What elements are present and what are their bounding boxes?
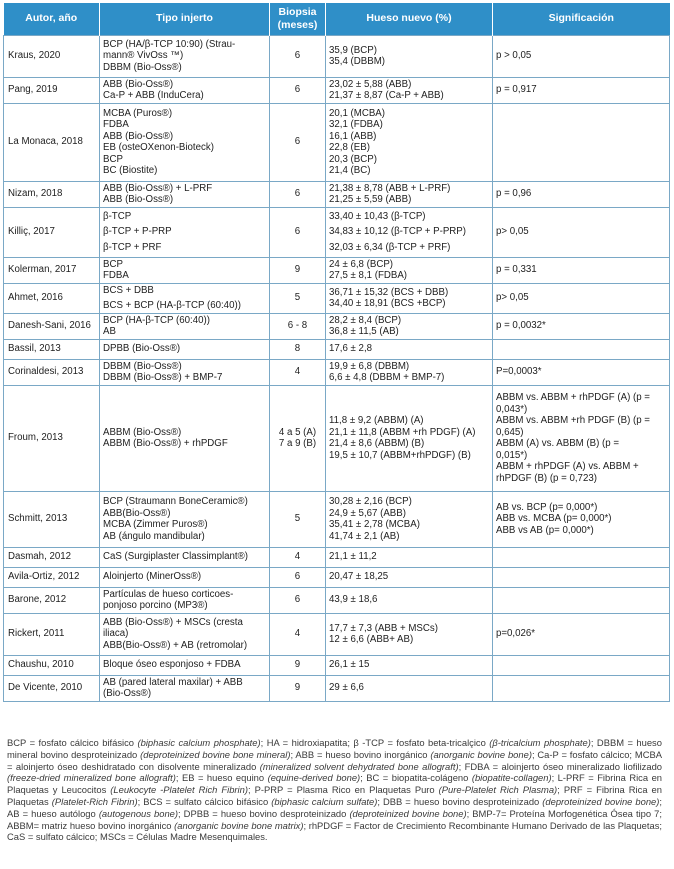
graft-type-cell xyxy=(100,613,270,655)
table-row xyxy=(4,207,670,257)
biopsy-months-cell: 4 a 5 (A) 7 a 9 (B) xyxy=(270,385,326,491)
new-bone-line: 21,37 ± 8,87 (Ca-P + ABB) xyxy=(329,90,444,101)
graft-type-line: β-TCP xyxy=(103,210,132,222)
graft-type-line: BCP (HA/β-TCP 10:90) (Strau- xyxy=(103,38,236,50)
graft-type-line: Partículas de hueso corticoes- xyxy=(103,588,234,600)
significance-cell xyxy=(493,547,670,567)
footnote-text: ; DPBB = hueso bovino desproteinizado xyxy=(178,807,350,819)
footnote-english-term: (Platelet-Rich Fibrin) xyxy=(51,795,138,807)
new-bone-line: 22,8 (EB) xyxy=(329,142,370,153)
footnote-english-term: (Pure-Platelet Rich Plasma) xyxy=(438,784,558,796)
new-bone-line: 11,8 ± 9,2 (ABBM) (A) xyxy=(329,415,424,426)
graft-type-line: AB xyxy=(103,326,116,337)
footnote-text: BCP = fosfato cálcico bifásico xyxy=(7,737,138,748)
graft-type-cell xyxy=(100,385,270,491)
significance-cell xyxy=(493,181,670,207)
significance-line: ABBM (A) vs. ABBM (B) (p = xyxy=(496,438,619,449)
significance-line: ABBM vs. ABBM +rh PDGF (B) (p = xyxy=(496,415,650,426)
significance-line: p=0,026* xyxy=(496,628,536,640)
footnote-text: ; BMP-7= Proteína Morfogenética Ósea tipo 7; ABBM= matriz hueso bovino inorgánico xyxy=(7,807,662,831)
biopsy-months-cell: 6 xyxy=(270,587,326,613)
graft-type-cell xyxy=(100,207,270,257)
footnote-english-term: (anorganic bovine bone) xyxy=(430,748,532,760)
graft-type-line: (Bio-Oss®) xyxy=(103,688,152,699)
significance-cell xyxy=(493,35,670,77)
significance-line: AB vs. BCP (p= 0,000*) xyxy=(496,501,598,513)
footnote-text: ; FDBA = aloinjerto óseo mineralizado liofilizado xyxy=(458,760,662,772)
significance-line: ABB vs AB (p= 0,000*) xyxy=(496,524,594,536)
new-bone-line: 35,41 ± 2,78 (MCBA) xyxy=(329,519,420,530)
graft-type-cell xyxy=(100,339,270,359)
new-bone-cell xyxy=(326,613,493,655)
author-year-cell: Nizam, 2018 xyxy=(4,181,100,207)
footnote-text: ; DBBM = hueso mineral bovino desproteinizado xyxy=(7,737,662,760)
new-bone-cell xyxy=(326,339,493,359)
new-bone-line: 20,47 ± 18,25 xyxy=(329,571,389,583)
new-bone-cell xyxy=(326,103,493,181)
author-year-cell: Danesh-Sani, 2016 xyxy=(4,313,100,339)
new-bone-line: 32,03 ± 6,34 (β-TCP + PRF) xyxy=(329,241,451,253)
significance-cell xyxy=(493,491,670,547)
new-bone-line: 17,6 ± 2,8 xyxy=(329,343,373,355)
graft-type-line: MCBA (Zimmer Puros®) xyxy=(103,519,208,530)
footnote-english-term: (anorganic bovine bone matrix) xyxy=(174,819,304,831)
graft-type-line: Aloinjerto (MinerOss®) xyxy=(103,571,202,583)
table-row xyxy=(4,103,670,181)
graft-type-cell xyxy=(100,567,270,587)
graft-type-line: BCS + BCP (HA-β-TCP (60:40)) xyxy=(103,300,241,311)
table-header xyxy=(4,3,670,35)
significance-cell xyxy=(493,339,670,359)
footnote-english-term: (deproteinized bovine bone mineral) xyxy=(140,748,291,760)
graft-type-line: BCS + DBB xyxy=(103,284,154,296)
significance-line: ABBM + rhPDGF (A) vs. ABBM + xyxy=(496,461,639,472)
significance-cell xyxy=(493,313,670,339)
footnote-english-term: (deproteinized bovine bone) xyxy=(542,795,660,807)
author-year-cell: Corinaldesi, 2013 xyxy=(4,359,100,385)
footnote-text: ; Ca-P = fosfato cálcico; MCBA = aloinjerto óseo deshidratado con disolvente mineralizado xyxy=(7,748,662,772)
new-bone-cell xyxy=(326,313,493,339)
biopsy-months-cell: 5 xyxy=(270,491,326,547)
new-bone-cell xyxy=(326,283,493,313)
graft-type-cell xyxy=(100,655,270,675)
biopsy-months-cell: 6 xyxy=(270,567,326,587)
graft-type-line: BCP (Straumann BoneCeramic®) xyxy=(103,496,248,507)
graft-type-cell xyxy=(100,491,270,547)
significance-cell xyxy=(493,359,670,385)
new-bone-cell xyxy=(326,181,493,207)
new-bone-line: 26,1 ± 15 xyxy=(329,659,370,671)
new-bone-line: 21,4 (BC) xyxy=(329,165,371,176)
footnote-english-term: (biphasic calcium sulfate) xyxy=(271,795,378,807)
new-bone-line: 30,28 ± 2,16 (BCP) xyxy=(329,496,412,507)
new-bone-line: 24 ± 6,8 (BCP) xyxy=(329,258,394,270)
graft-type-line: EB (osteOXenon-Bioteck) xyxy=(103,142,214,153)
biopsy-months-cell: 9 xyxy=(270,257,326,283)
new-bone-cell xyxy=(326,77,493,103)
significance-line: p = 0,96 xyxy=(496,188,532,200)
graft-type-line: mann® VivOss ™) xyxy=(103,50,184,62)
footnote-english-term: (biphasic calcium phosphate) xyxy=(137,737,261,748)
author-year-cell: Kolerman, 2017 xyxy=(4,257,100,283)
graft-type-line: DPBB (Bio-Oss®) xyxy=(103,343,181,355)
author-year-cell: Ahmet, 2016 xyxy=(4,283,100,313)
new-bone-line: 21,1 ± 11,2 xyxy=(329,551,377,563)
author-year-cell: Froum, 2013 xyxy=(4,385,100,491)
author-year-cell: Avila-Ortiz, 2012 xyxy=(4,567,100,587)
graft-type-line: BC (Biostite) xyxy=(103,165,158,176)
footnote-english-term: (biopatite-collagen) xyxy=(471,772,552,784)
author-year-cell: Chaushu, 2010 xyxy=(4,655,100,675)
new-bone-line: 34,40 ± 18,91 (BCS +BCP) xyxy=(329,298,446,309)
biopsy-months-cell: 9 xyxy=(270,675,326,701)
graft-type-line: AB (ángulo mandibular) xyxy=(103,530,205,542)
new-bone-cell xyxy=(326,547,493,567)
graft-type-line: β-TCP + PRF xyxy=(103,241,162,253)
footnote-text: ; ABB = hueso bovino inorgánico xyxy=(290,748,431,760)
header-biopsy-months: Biopsia (meses) xyxy=(270,3,326,35)
table-row xyxy=(4,491,670,547)
footnote-text: ; L-PRF = Fibrina Rica en Plaquetas y Leucocitos xyxy=(7,772,662,796)
footnote-text: ; HA = hidroxiapatita; β -TCP = fosfato beta-tricalçico xyxy=(260,737,490,748)
footnote-text: ; BCS = sulfato cálcico bifásico xyxy=(137,795,272,807)
graft-type-line: ponjoso porcino (MP3®) xyxy=(103,600,208,611)
new-bone-line: 33,40 ± 10,43 (β-TCP) xyxy=(329,210,426,222)
graft-type-line: ABB (Bio-Oss®) xyxy=(103,130,174,142)
new-bone-cell xyxy=(326,491,493,547)
table-row xyxy=(4,675,670,701)
significance-line: 0,645) xyxy=(496,426,524,438)
graft-type-line: β-TCP + P-PRP xyxy=(103,226,172,238)
table-row xyxy=(4,567,670,587)
author-year-cell: Pang, 2019 xyxy=(4,77,100,103)
author-year-cell: Kraus, 2020 xyxy=(4,35,100,77)
table-row xyxy=(4,257,670,283)
graft-type-cell xyxy=(100,35,270,77)
graft-type-cell xyxy=(100,313,270,339)
table-row xyxy=(4,35,670,77)
new-bone-line: 32,1 (FDBA) xyxy=(329,119,383,130)
biopsy-months-cell: 6 xyxy=(270,207,326,257)
new-bone-line: 19,5 ± 10,7 (ABBM+rhPDGF) (B) xyxy=(329,449,471,461)
new-bone-line: 24,9 ± 5,67 (ABB) xyxy=(329,507,406,519)
footnote-text: ; EB = hueso equino xyxy=(175,772,268,784)
author-year-cell: Barone, 2012 xyxy=(4,587,100,613)
header-significance: Significación xyxy=(493,3,670,35)
author-year-cell: La Monaca, 2018 xyxy=(4,103,100,181)
significance-line: p = 0,0032* xyxy=(496,320,546,332)
footnote-english-term: (mineralized solvent dehydrated bone allograft) xyxy=(259,760,459,772)
significance-cell xyxy=(493,655,670,675)
new-bone-line: 29 ± 6,6 xyxy=(329,682,364,694)
new-bone-line: 21,38 ± 8,78 (ABB + L-PRF) xyxy=(329,182,451,194)
graft-type-line: Ca-P + ABB (InduCera) xyxy=(103,90,204,101)
significance-cell xyxy=(493,283,670,313)
new-bone-line: 20,3 (BCP) xyxy=(329,153,377,165)
new-bone-line: 23,02 ± 5,88 (ABB) xyxy=(329,78,412,90)
new-bone-line: 17,7 ± 7,3 (ABB + MSCs) xyxy=(329,622,438,634)
biopsy-months-cell: 4 xyxy=(270,359,326,385)
graft-type-line: FDBA xyxy=(103,119,129,130)
significance-cell xyxy=(493,385,670,491)
footnote-english-term: (freeze-dried mineralized bone allograft) xyxy=(7,772,176,784)
significance-line: p = 0,917 xyxy=(496,84,537,96)
new-bone-line: 12 ± 6,6 (ABB+ AB) xyxy=(329,634,414,645)
biopsy-months-cell: 6 xyxy=(270,77,326,103)
header-author: Autor, año xyxy=(4,3,100,35)
footnote-english-term: (equine-derived bone) xyxy=(267,772,361,784)
graft-type-cell xyxy=(100,547,270,567)
table-row xyxy=(4,587,670,613)
significance-cell xyxy=(493,77,670,103)
footnote-english-term: (autogenous bone) xyxy=(98,807,178,819)
biopsy-months-cell: 4 xyxy=(270,547,326,567)
new-bone-line: 21,25 ± 5,59 (ABB) xyxy=(329,194,412,205)
significance-line: P=0,0003* xyxy=(496,366,542,378)
new-bone-line: 34,83 ± 10,12 (β-TCP + P-PRP) xyxy=(329,226,466,238)
footnote-text: ; DBB = hueso bovino desproteinizado xyxy=(377,795,543,807)
author-year-cell: De Vicente, 2010 xyxy=(4,675,100,701)
biopsy-months-cell: 6 - 8 xyxy=(270,313,326,339)
graft-type-cell xyxy=(100,181,270,207)
footnote-english-term: (Leukocyte -Platelet Rich Fibrin) xyxy=(110,784,248,796)
graft-type-line: BCP (HA-β-TCP (60:40)) xyxy=(103,314,210,326)
significance-line: p> 0,05 xyxy=(496,292,529,304)
graft-type-line: MCBA (Puros®) xyxy=(103,107,173,119)
graft-type-line: ABB (Bio-Oss®) + L-PRF xyxy=(103,182,213,194)
biopsy-months-cell: 4 xyxy=(270,613,326,655)
new-bone-cell xyxy=(326,587,493,613)
author-year-cell: Rickert, 2011 xyxy=(4,613,100,655)
graft-type-line: iliaca) xyxy=(103,628,129,640)
footnote-text: ; AB = hueso autólogo xyxy=(7,795,662,819)
new-bone-cell xyxy=(326,207,493,257)
header-new-bone: Hueso nuevo (%) xyxy=(326,3,493,35)
table-row xyxy=(4,655,670,675)
significance-cell xyxy=(493,613,670,655)
significance-cell xyxy=(493,257,670,283)
significance-line: rhPDGF (B) (p = 0,723) xyxy=(496,472,597,484)
table-row xyxy=(4,613,670,655)
new-bone-line: 35,4 (DBBM) xyxy=(329,56,385,67)
new-bone-line: 28,2 ± 8,4 (BCP) xyxy=(329,314,402,326)
new-bone-line: 16,1 (ABB) xyxy=(329,130,377,142)
significance-line: p > 0,05 xyxy=(496,50,532,62)
new-bone-cell xyxy=(326,567,493,587)
graft-type-line: ABBM (Bio-Oss®) xyxy=(103,426,182,438)
graft-type-line: AB (pared lateral maxilar) + ABB xyxy=(103,676,243,688)
table-row xyxy=(4,181,670,207)
biopsy-months-cell: 8 xyxy=(270,339,326,359)
header-graft-type: Tipo injerto xyxy=(100,3,270,35)
graft-type-line: ABB(Bio-Oss®) xyxy=(103,507,171,519)
significance-line: ABBM vs. ABBM + rhPDGF (A) (p = xyxy=(496,392,650,403)
new-bone-cell xyxy=(326,385,493,491)
significance-line: ABB vs. MCBA (p= 0,000*) xyxy=(496,513,612,525)
table-row xyxy=(4,547,670,567)
new-bone-cell xyxy=(326,257,493,283)
header-row xyxy=(4,3,670,35)
new-bone-line: 19,9 ± 6,8 (DBBM) xyxy=(329,360,410,372)
table-row xyxy=(4,385,670,491)
author-year-cell: Dasmah, 2012 xyxy=(4,547,100,567)
abbreviations-footnote xyxy=(7,737,662,843)
footnote-text: ; rhPDGF = Factor de Crecimiento Recombinante Humano Derivado de las Plaquetas; CaS = sulfato cálcico; MSCs = Células Madre Mesenquimales. xyxy=(7,819,662,843)
graft-type-line: BCP xyxy=(103,258,123,270)
new-bone-line: 21,4 ± 8,6 (ABBM) (B) xyxy=(329,438,425,449)
new-bone-line: 21,1 ± 11,8 (ABBM +rh PDGF) (A) xyxy=(329,426,476,438)
graft-type-cell xyxy=(100,103,270,181)
table-row xyxy=(4,313,670,339)
new-bone-cell xyxy=(326,675,493,701)
graft-type-line: DBBM (Bio-Oss®) xyxy=(103,61,182,73)
new-bone-line: 36,8 ± 11,5 (AB) xyxy=(329,326,399,337)
new-bone-cell xyxy=(326,655,493,675)
table-row xyxy=(4,339,670,359)
biopsy-months-cell: 6 xyxy=(270,103,326,181)
table-row xyxy=(4,283,670,313)
table-row xyxy=(4,359,670,385)
table-row xyxy=(4,77,670,103)
new-bone-line: 43,9 ± 18,6 xyxy=(329,594,378,606)
new-bone-cell xyxy=(326,35,493,77)
graft-comparison-table-container xyxy=(3,3,669,702)
significance-line: p> 0,05 xyxy=(496,226,529,238)
significance-line: 0,043*) xyxy=(496,403,528,415)
graft-comparison-table xyxy=(3,3,670,702)
graft-type-line: BCP xyxy=(103,153,123,165)
biopsy-months-cell: 9 xyxy=(270,655,326,675)
new-bone-line: 6,6 ± 4,8 (DBBM + BMP-7) xyxy=(329,372,445,383)
graft-type-line: ABB (Bio-Oss®) xyxy=(103,78,174,90)
footnote-text: ; PRF = Fibrina Rica en Plaquetas xyxy=(7,784,662,807)
new-bone-line: 20,1 (MCBA) xyxy=(329,107,385,119)
graft-type-cell xyxy=(100,675,270,701)
graft-type-line: Bloque óseo esponjoso + FDBA xyxy=(103,659,241,671)
significance-cell xyxy=(493,567,670,587)
graft-type-line: ABB(Bio-Oss®) + AB (retromolar) xyxy=(103,639,248,651)
graft-type-line: ABB (Bio-Oss®) + MSCs (cresta xyxy=(103,616,243,628)
graft-type-line: DBBM (Bio-Oss®) xyxy=(103,360,182,372)
graft-type-cell xyxy=(100,77,270,103)
footnote-text: ; P-PRP = Plasma Rico en Plaquetas Puro xyxy=(247,784,439,796)
new-bone-cell xyxy=(326,359,493,385)
footnote-english-term: (β-tricalcium phosphate) xyxy=(489,737,591,748)
footnote-text: ; BC = biopatita-colágeno xyxy=(360,772,472,784)
significance-cell xyxy=(493,207,670,257)
biopsy-months-cell: 6 xyxy=(270,35,326,77)
significance-cell xyxy=(493,103,670,181)
significance-line: 0,015*) xyxy=(496,449,528,461)
graft-type-line: CaS (Surgiplaster Classimplant®) xyxy=(103,551,248,563)
new-bone-line: 27,5 ± 8,1 (FDBA) xyxy=(329,270,408,281)
graft-type-line: ABBM (Bio-Oss®) + rhPDGF xyxy=(103,438,228,449)
graft-type-line: ABB (Bio-Oss®) xyxy=(103,194,174,205)
biopsy-months-cell: 6 xyxy=(270,181,326,207)
table-body xyxy=(4,35,670,701)
significance-cell xyxy=(493,675,670,701)
new-bone-line: 36,71 ± 15,32 (BCS + DBB) xyxy=(329,286,449,298)
graft-type-line: FDBA xyxy=(103,270,129,281)
author-year-cell: Schmitt, 2013 xyxy=(4,491,100,547)
graft-type-cell xyxy=(100,283,270,313)
graft-type-cell xyxy=(100,359,270,385)
graft-type-cell xyxy=(100,587,270,613)
graft-type-line: DBBM (Bio-Oss®) + BMP-7 xyxy=(103,372,223,383)
new-bone-line: 35,9 (BCP) xyxy=(329,44,377,56)
author-year-cell: Killiç, 2017 xyxy=(4,207,100,257)
graft-type-cell xyxy=(100,257,270,283)
biopsy-months-cell: 5 xyxy=(270,283,326,313)
new-bone-line: 41,74 ± 2,1 (AB) xyxy=(329,530,400,542)
significance-cell xyxy=(493,587,670,613)
significance-line: p = 0,331 xyxy=(496,264,537,276)
footnote-english-term: (deproteinized bovine bone) xyxy=(349,807,467,819)
author-year-cell: Bassil, 2013 xyxy=(4,339,100,359)
